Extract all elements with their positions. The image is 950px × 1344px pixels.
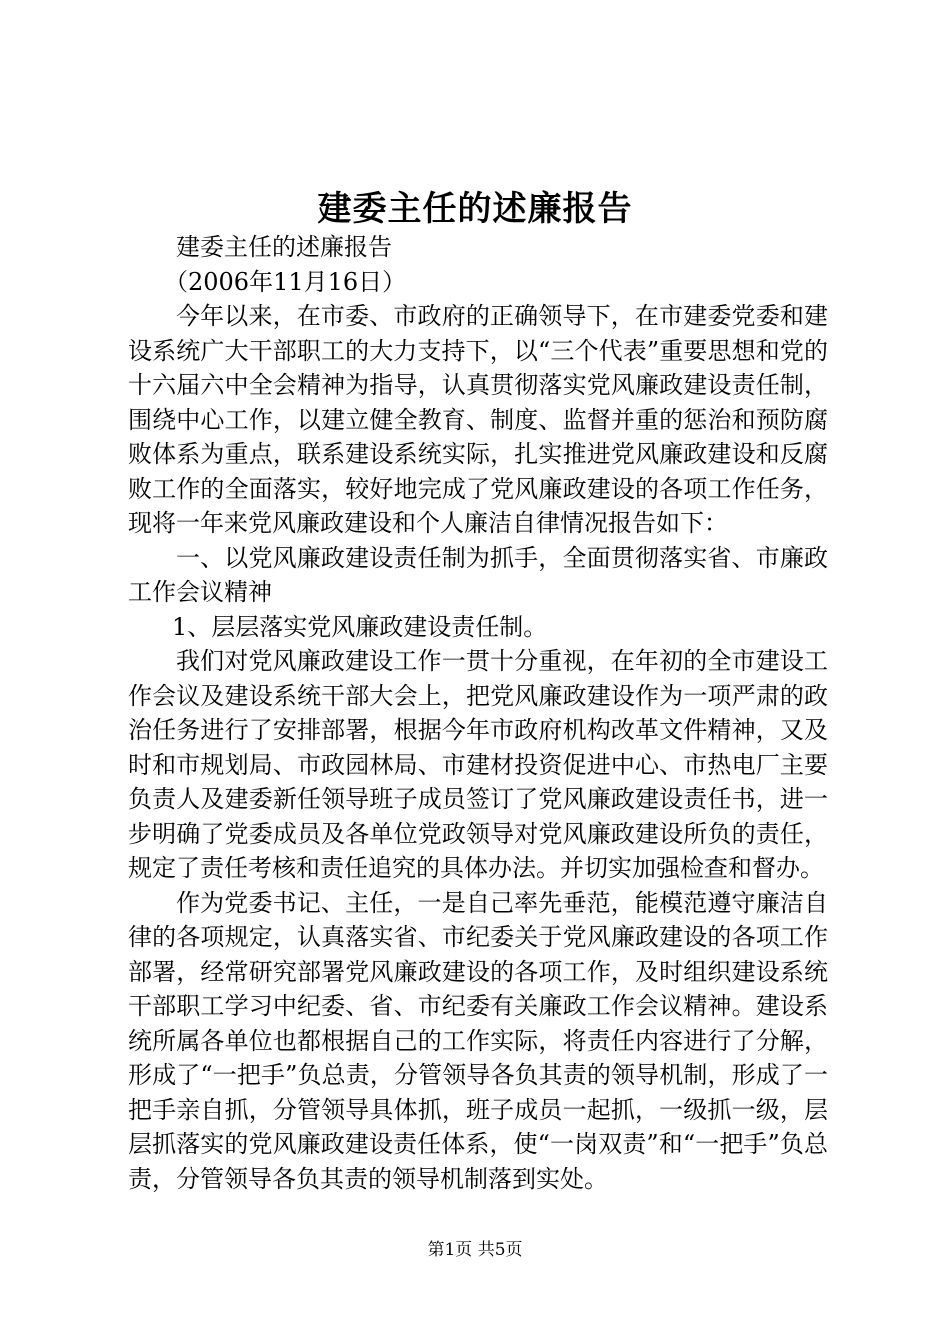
date-paragraph: （2006年11月16日） bbox=[164, 267, 407, 296]
body-paragraph: 作为党委书记、主任，一是自己率先垂范，能模范遵守廉洁自律的各项规定，认真落实省、市纪委关于党风廉政建设的各项工作部署，经常研究部署党风廉政建设的各项工作，及时组织建设系统干部职工学习中纪委、省、市纪委有关廉政工作会议精神。建设系统所属各单位也都根据自己的工作实际，将责任内容进行了分解，形成了“一把手”负总责，分管领导各负其责的领导机制，形成了一把手亲自抓，分管领导具体抓，班子成员一起抓，一级抓一级，层层抓落实的党风廉政建设责任体系，使“一岗双责”和“一把手”负总责，分管领导各负其责的领导机制落到实处。 bbox=[128, 888, 828, 1193]
subsection-heading: 1、层层落实党风廉政建设责任制。 bbox=[172, 612, 548, 641]
intro-paragraph: 今年以来，在市委、市政府的正确领导下，在市建委党委和建设系统广大干部职工的大力支持下，以“三个代表”重要思想和党的十六届六中全会精神为指导，认真贯彻落实党风廉政建设责任制，围绕中心工作，以建立健全教育、制度、监督并重的惩治和预防腐败体系为重点，联系建设系统实际，扎实推进党风廉政建设和反腐败工作的全面落实，较好地完成了党风廉政建设的各项工作任务，现将一年来党风廉政建设和个人廉洁自律情况报告如下： bbox=[128, 302, 828, 537]
section-heading: 一、以党风廉政建设责任制为抓手，全面贯彻落实省、市廉政工作会议精神 bbox=[128, 543, 828, 606]
body-paragraph: 我们对党风廉政建设工作一贯十分重视，在年初的全市建设工作会议及建设系统干部大会上，把党风廉政建设作为一项严肃的政治任务进行了安排部署，根据今年市政府机构改革文件精神，又及时和市规划局、市政园林局、市建材投资促进中心、市热电厂主要负责人及建委新任领导班子成员签订了党风廉政建设责任书，进一步明确了党委成员及各单位党政领导对党风廉政建设所负的责任，规定了责任考核和责任追究的具体办法。并切实加强检查和督办。 bbox=[128, 647, 828, 882]
subtitle-paragraph: 建委主任的述廉报告 bbox=[176, 233, 392, 261]
document-title: 建委主任的述廉报告 bbox=[317, 189, 633, 229]
page-number-footer: 第1页 共5页 bbox=[427, 1240, 523, 1260]
document-body bbox=[128, 230, 828, 1196]
